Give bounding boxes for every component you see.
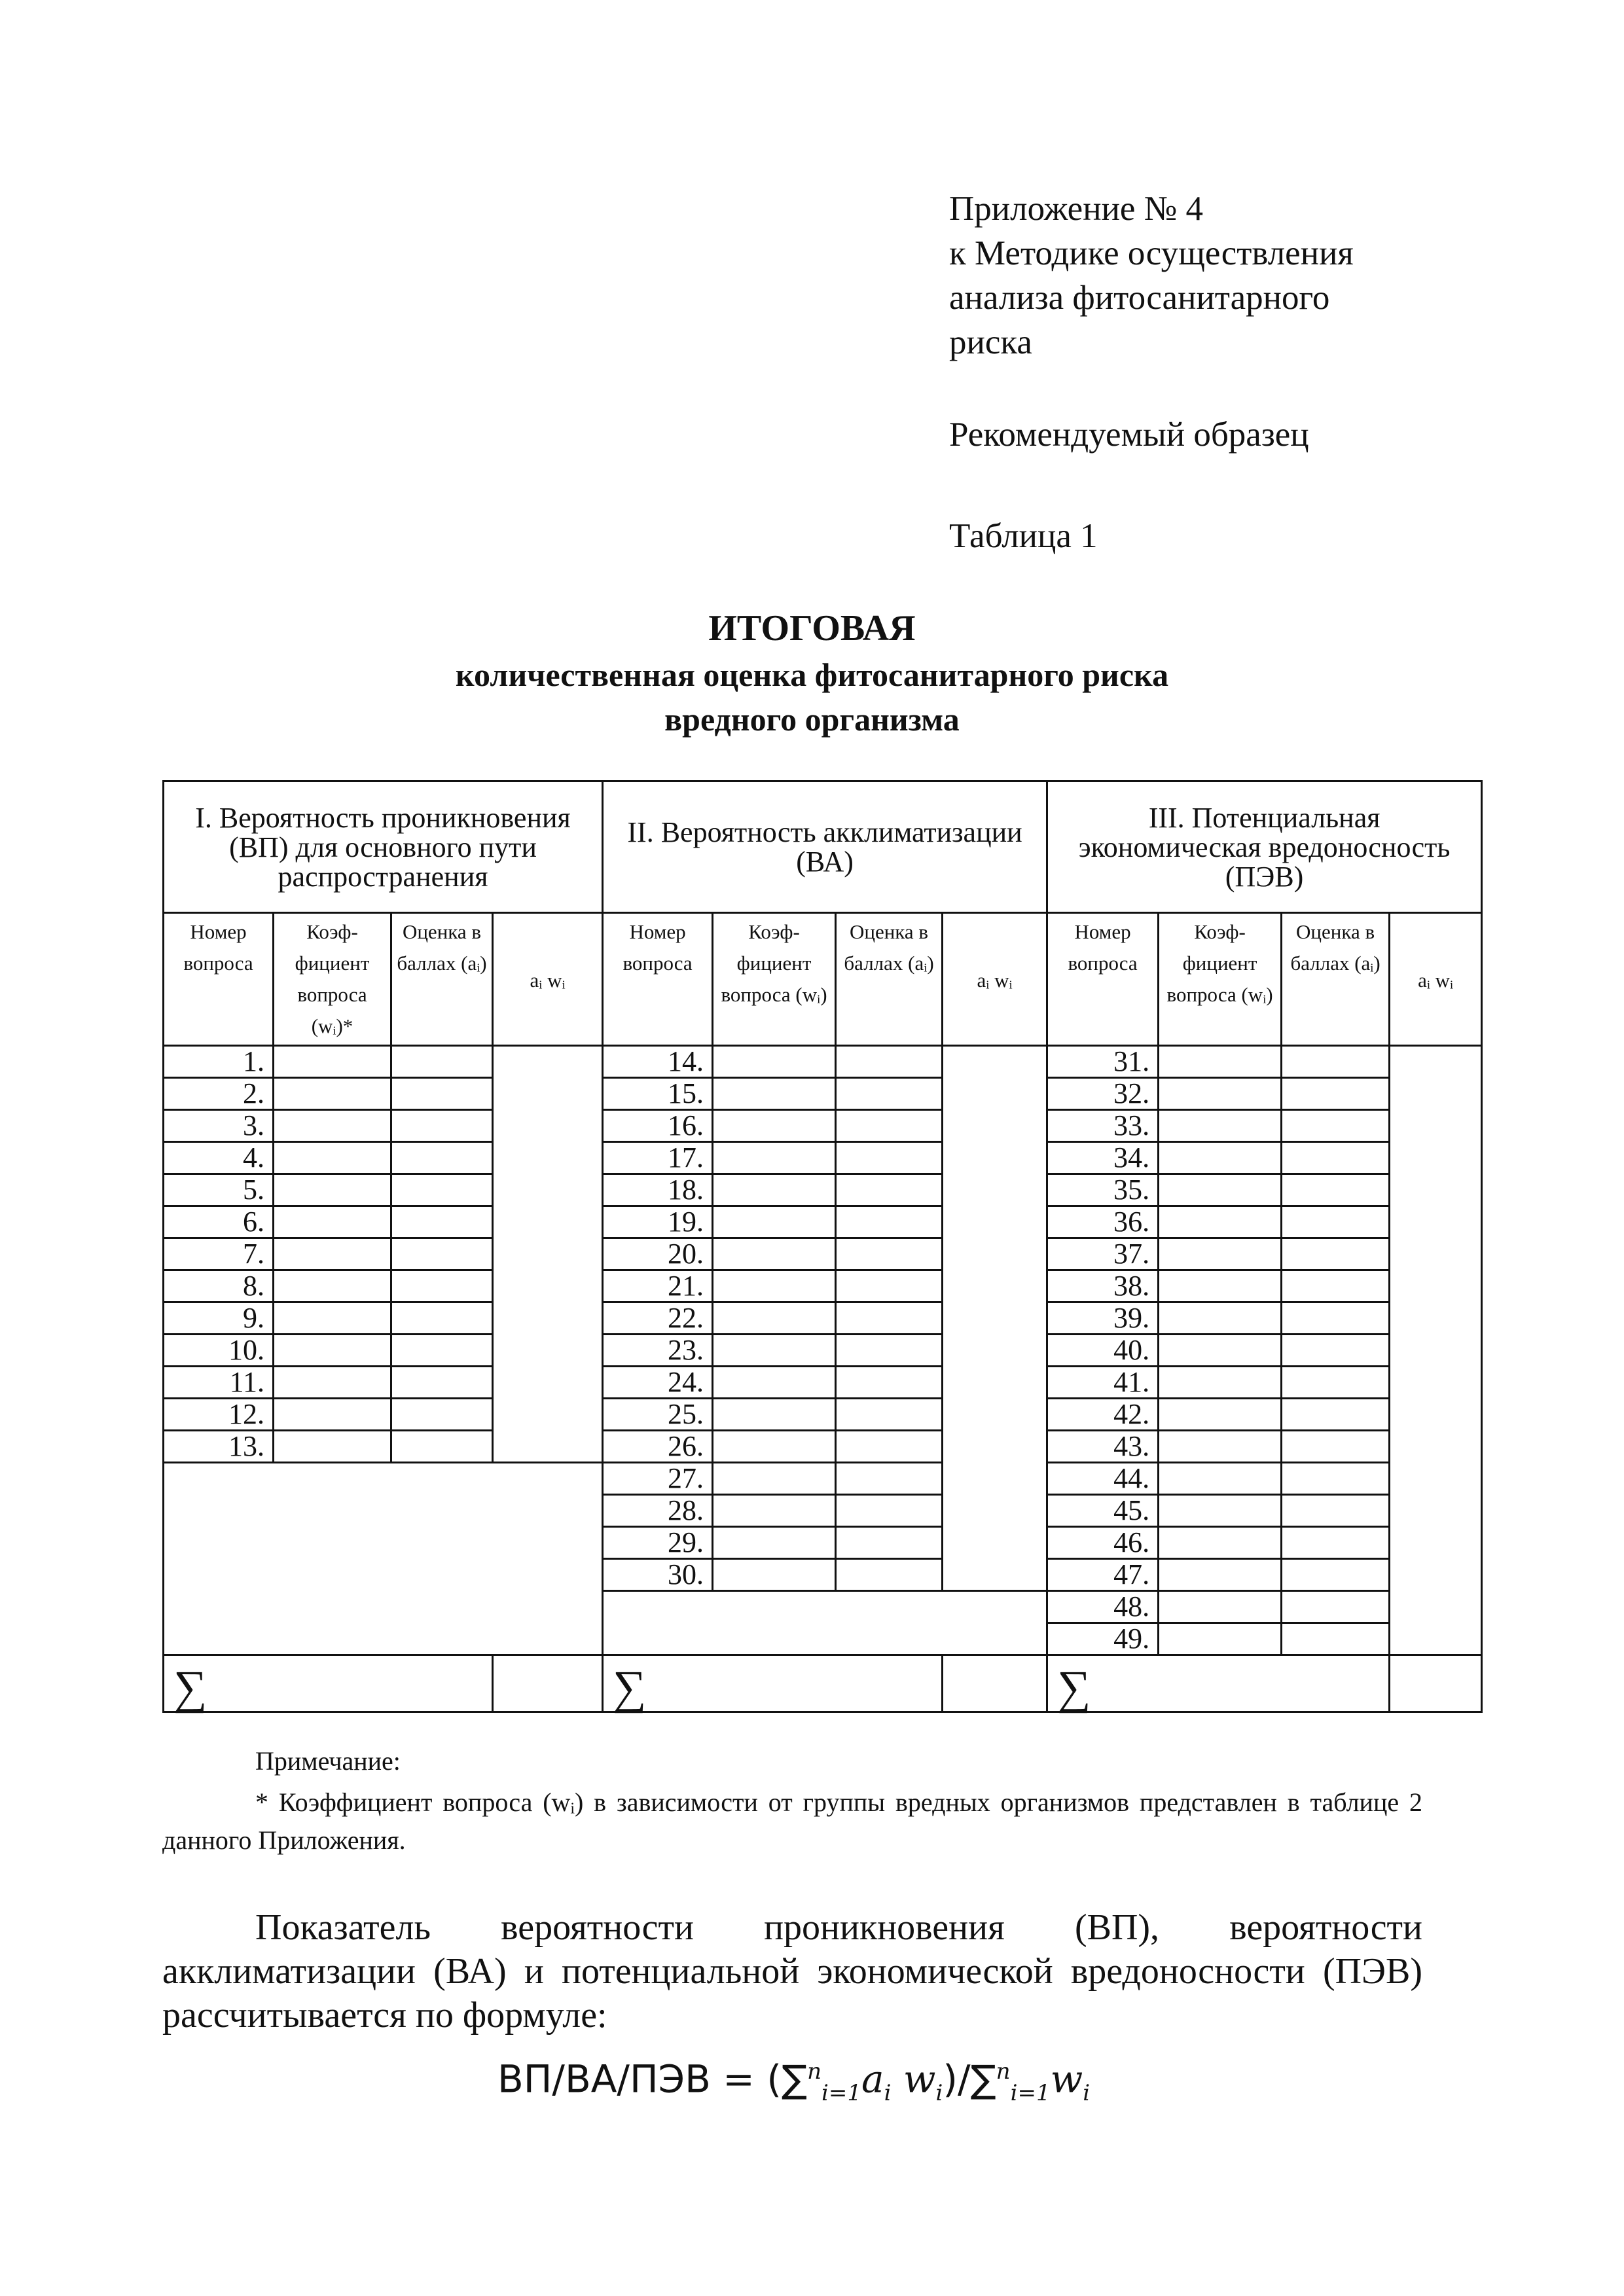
question-number-cell: 43. <box>1047 1431 1159 1463</box>
column-header-score: Оценка в баллах (aᵢ) <box>391 913 493 1046</box>
column-header-question-number: Номер вопроса <box>1047 913 1159 1046</box>
question-number-cell: 29. <box>603 1527 713 1559</box>
table-row <box>164 1142 1482 1174</box>
coefficient-cell <box>1159 1495 1282 1527</box>
coefficient-cell <box>1159 1335 1282 1367</box>
question-number-cell: 39. <box>1047 1302 1159 1335</box>
appendix-line: к Методике осуществления <box>949 234 1354 272</box>
score-cell <box>1282 1206 1390 1238</box>
score-cell <box>391 1078 493 1110</box>
score-cell <box>836 1110 943 1142</box>
formula-sum-symbol: ∑ <box>970 2056 996 2102</box>
question-number-cell: 34. <box>1047 1142 1159 1174</box>
coefficient-cell <box>1159 1559 1282 1591</box>
column-header-score: Оценка в баллах (aᵢ) <box>1282 913 1390 1046</box>
question-number-cell: 24. <box>603 1367 713 1399</box>
score-cell <box>1282 1527 1390 1559</box>
question-number-cell: 26. <box>603 1431 713 1463</box>
formula-sum-lower: i=1 <box>1010 2079 1051 2106</box>
coefficient-cell <box>1159 1367 1282 1399</box>
formula-paren-open: ( <box>767 2056 782 2102</box>
score-cell <box>1282 1142 1390 1174</box>
table-row <box>164 1335 1482 1367</box>
coefficient-cell <box>274 1270 391 1302</box>
product-column-cell <box>493 1046 603 1463</box>
formula-w: w <box>1050 2056 1083 2102</box>
coefficient-cell <box>713 1238 836 1270</box>
score-cell <box>391 1206 493 1238</box>
formula-lhs: ВП/ВА/ПЭВ = <box>497 2056 767 2102</box>
question-number-cell: 2. <box>164 1078 274 1110</box>
coefficient-cell <box>713 1399 836 1431</box>
question-number-cell: 23. <box>603 1335 713 1367</box>
score-cell <box>391 1142 493 1174</box>
coefficient-cell <box>713 1495 836 1527</box>
formula <box>497 2045 1090 2119</box>
question-number-cell: 33. <box>1047 1110 1159 1142</box>
document-subtitle-line2: вредного организма <box>664 701 960 738</box>
empty-block <box>164 1463 603 1655</box>
column-header-product: aᵢ wᵢ <box>1390 913 1482 1046</box>
question-number-cell: 17. <box>603 1142 713 1174</box>
appendix-line: анализа фитосанитарного <box>949 279 1330 317</box>
score-cell <box>391 1431 493 1463</box>
coefficient-cell <box>1159 1463 1282 1495</box>
score-cell <box>1282 1591 1390 1623</box>
coefficient-cell <box>274 1431 391 1463</box>
table-row <box>164 1078 1482 1110</box>
score-cell <box>1282 1399 1390 1431</box>
sum-value-cell <box>1390 1655 1482 1712</box>
question-number-cell: 14. <box>603 1046 713 1078</box>
column-header-question-number: Номер вопроса <box>164 913 274 1046</box>
score-cell <box>391 1302 493 1335</box>
question-number-cell: 37. <box>1047 1238 1159 1270</box>
appendix-line: Приложение № 4 <box>949 190 1204 228</box>
question-number-cell: 22. <box>603 1302 713 1335</box>
coefficient-cell <box>274 1078 391 1110</box>
question-number-cell: 4. <box>164 1142 274 1174</box>
column-header-question-number: Номер вопроса <box>603 913 713 1046</box>
question-number-cell: 25. <box>603 1399 713 1431</box>
question-number-cell: 38. <box>1047 1270 1159 1302</box>
coefficient-cell <box>713 1367 836 1399</box>
score-cell <box>1282 1270 1390 1302</box>
document-subtitle-line1: количественная оценка фитосанитарного риска <box>455 656 1169 693</box>
coefficient-cell <box>1159 1238 1282 1270</box>
score-cell <box>836 1238 943 1270</box>
table-row <box>164 1206 1482 1238</box>
section-header-penetration: I. Вероятность проникновения (ВП) для основного пути распространения <box>164 781 603 913</box>
score-cell <box>836 1270 943 1302</box>
table-row <box>164 1302 1482 1335</box>
score-cell <box>1282 1110 1390 1142</box>
score-cell <box>836 1399 943 1431</box>
column-header-product: aᵢ wᵢ <box>493 913 603 1046</box>
question-number-cell: 11. <box>164 1367 274 1399</box>
table-row <box>164 1238 1482 1270</box>
section-header-economic-harm: III. Потенциальная экономическая вредоносность (ПЭВ) <box>1047 781 1482 913</box>
coefficient-cell <box>1159 1623 1282 1655</box>
score-cell <box>391 1110 493 1142</box>
appendix-line: риска <box>949 323 1032 361</box>
table-row <box>164 1399 1482 1431</box>
column-header-score: Оценка в баллах (aᵢ) <box>836 913 943 1046</box>
section-header-acclimatization: II. Вероятность акклиматизации (ВА) <box>603 781 1047 913</box>
score-cell <box>836 1431 943 1463</box>
coefficient-cell <box>713 1110 836 1142</box>
coefficient-cell <box>713 1527 836 1559</box>
score-cell <box>1282 1559 1390 1591</box>
coefficient-cell <box>713 1431 836 1463</box>
table-row <box>164 1174 1482 1206</box>
coefficient-cell <box>713 1559 836 1591</box>
score-cell <box>836 1206 943 1238</box>
question-number-cell: 10. <box>164 1335 274 1367</box>
note-label: Примечание: <box>255 1746 401 1776</box>
coefficient-cell <box>1159 1302 1282 1335</box>
document-title: ИТОГОВАЯ <box>708 608 916 649</box>
question-number-cell: 20. <box>603 1238 713 1270</box>
coefficient-cell <box>1159 1174 1282 1206</box>
question-number-cell: 40. <box>1047 1335 1159 1367</box>
sum-row <box>164 1655 1482 1712</box>
question-number-cell: 15. <box>603 1078 713 1110</box>
formula-w: w <box>891 2056 936 2102</box>
table-row <box>164 1463 1482 1495</box>
formula-sum-upper: n <box>807 2058 821 2085</box>
coefficient-cell <box>1159 1206 1282 1238</box>
coefficient-cell <box>274 1174 391 1206</box>
table-number-label: Таблица 1 <box>949 517 1098 555</box>
score-cell <box>391 1174 493 1206</box>
score-cell <box>836 1463 943 1495</box>
score-cell <box>391 1270 493 1302</box>
score-cell <box>836 1142 943 1174</box>
question-number-cell: 8. <box>164 1270 274 1302</box>
score-cell <box>836 1367 943 1399</box>
score-cell <box>391 1335 493 1367</box>
question-number-cell: 27. <box>603 1463 713 1495</box>
table-row <box>164 1431 1482 1463</box>
question-number-cell: 45. <box>1047 1495 1159 1527</box>
score-cell <box>1282 1623 1390 1655</box>
question-number-cell: 28. <box>603 1495 713 1527</box>
sum-symbol-cell: ∑ <box>1047 1655 1390 1712</box>
question-number-cell: 48. <box>1047 1591 1159 1623</box>
score-cell <box>391 1399 493 1431</box>
score-cell <box>836 1559 943 1591</box>
question-number-cell: 41. <box>1047 1367 1159 1399</box>
formula-sum-symbol: ∑ <box>781 2056 808 2102</box>
column-header-coefficient: Коэф- фициент вопроса (wᵢ) <box>1159 913 1282 1046</box>
risk-assessment-table <box>162 780 1483 1713</box>
coefficient-cell <box>713 1335 836 1367</box>
question-number-cell: 16. <box>603 1110 713 1142</box>
score-cell <box>1282 1078 1390 1110</box>
coefficient-cell <box>1159 1270 1282 1302</box>
score-cell <box>1282 1335 1390 1367</box>
formula-index: i <box>935 2079 943 2106</box>
coefficient-cell <box>713 1078 836 1110</box>
coefficient-cell <box>274 1335 391 1367</box>
formula-sum-upper: n <box>996 2058 1011 2085</box>
coefficient-cell <box>1159 1110 1282 1142</box>
appendix-header <box>949 187 1354 365</box>
score-cell <box>1282 1046 1390 1078</box>
coefficient-cell <box>274 1046 391 1078</box>
score-cell <box>1282 1495 1390 1527</box>
coefficient-cell <box>274 1399 391 1431</box>
formula-paren-close: )/ <box>943 2056 971 2102</box>
score-cell <box>836 1335 943 1367</box>
coefficient-cell <box>713 1270 836 1302</box>
score-cell <box>1282 1238 1390 1270</box>
question-number-cell: 47. <box>1047 1559 1159 1591</box>
coefficient-cell <box>274 1238 391 1270</box>
question-number-cell: 49. <box>1047 1623 1159 1655</box>
score-cell <box>1282 1302 1390 1335</box>
question-number-cell: 35. <box>1047 1174 1159 1206</box>
coefficient-cell <box>274 1142 391 1174</box>
coefficient-cell <box>713 1302 836 1335</box>
coefficient-cell <box>1159 1142 1282 1174</box>
question-number-cell: 19. <box>603 1206 713 1238</box>
coefficient-cell <box>713 1142 836 1174</box>
question-number-cell: 7. <box>164 1238 274 1270</box>
score-cell <box>391 1046 493 1078</box>
question-number-cell: 5. <box>164 1174 274 1206</box>
coefficient-cell <box>274 1110 391 1142</box>
question-number-cell: 36. <box>1047 1206 1159 1238</box>
coefficient-cell <box>274 1367 391 1399</box>
score-cell <box>391 1238 493 1270</box>
column-header-coefficient: Коэф- фициент вопроса (wᵢ) <box>713 913 836 1046</box>
score-cell <box>1282 1174 1390 1206</box>
score-cell <box>836 1174 943 1206</box>
question-number-cell: 31. <box>1047 1046 1159 1078</box>
coefficient-cell <box>1159 1399 1282 1431</box>
coefficient-cell <box>1159 1431 1282 1463</box>
score-cell <box>1282 1463 1390 1495</box>
column-header-product: aᵢ wᵢ <box>943 913 1047 1046</box>
coefficient-cell <box>713 1046 836 1078</box>
score-cell <box>836 1078 943 1110</box>
empty-block <box>603 1591 1047 1655</box>
formula-index: i <box>884 2079 892 2106</box>
score-cell <box>836 1302 943 1335</box>
score-cell <box>1282 1431 1390 1463</box>
question-number-cell: 6. <box>164 1206 274 1238</box>
question-number-cell: 42. <box>1047 1399 1159 1431</box>
question-number-cell: 30. <box>603 1559 713 1591</box>
question-number-cell: 44. <box>1047 1463 1159 1495</box>
formula-sum-lower: i=1 <box>821 2079 861 2106</box>
score-cell <box>836 1527 943 1559</box>
coefficient-cell <box>1159 1078 1282 1110</box>
question-number-cell: 21. <box>603 1270 713 1302</box>
question-number-cell: 46. <box>1047 1527 1159 1559</box>
coefficient-cell <box>274 1302 391 1335</box>
table-row <box>164 1270 1482 1302</box>
score-cell <box>836 1495 943 1527</box>
formula-description: Показатель вероятности проникновения (ВП), вероятности акклиматизации (ВА) и потенциальной экономической вредоносности (ПЭВ) рассчитывается по формуле: <box>162 1907 1422 2036</box>
table-row <box>164 1110 1482 1142</box>
formula-a: a <box>861 2056 884 2102</box>
product-column-cell <box>1390 1046 1482 1655</box>
sum-symbol-cell: ∑ <box>164 1655 493 1712</box>
coefficient-cell <box>1159 1591 1282 1623</box>
column-header-coefficient: Коэф- фициент вопроса (wᵢ)* <box>274 913 391 1046</box>
coefficient-cell <box>713 1206 836 1238</box>
sum-value-cell <box>943 1655 1047 1712</box>
note-text: * Коэффициент вопроса (wᵢ) в зависимости от группы вредных организмов представлен в таблице 2 данного Приложения. <box>162 1787 1422 1855</box>
formula-index: i <box>1083 2079 1091 2106</box>
question-number-cell: 9. <box>164 1302 274 1335</box>
coefficient-cell <box>713 1174 836 1206</box>
score-cell <box>836 1046 943 1078</box>
recommended-sample-label: Рекомендуемый образец <box>949 416 1309 454</box>
table-row <box>164 1046 1482 1078</box>
coefficient-cell <box>274 1206 391 1238</box>
coefficient-cell <box>1159 1527 1282 1559</box>
sum-symbol-cell: ∑ <box>603 1655 943 1712</box>
coefficient-cell <box>713 1463 836 1495</box>
question-number-cell: 13. <box>164 1431 274 1463</box>
question-number-cell: 32. <box>1047 1078 1159 1110</box>
coefficient-cell <box>1159 1046 1282 1078</box>
question-number-cell: 12. <box>164 1399 274 1431</box>
product-column-cell <box>943 1046 1047 1591</box>
question-number-cell: 3. <box>164 1110 274 1142</box>
question-number-cell: 18. <box>603 1174 713 1206</box>
question-number-cell: 1. <box>164 1046 274 1078</box>
score-cell <box>1282 1367 1390 1399</box>
score-cell <box>391 1367 493 1399</box>
table-row <box>164 1367 1482 1399</box>
sum-value-cell <box>493 1655 603 1712</box>
